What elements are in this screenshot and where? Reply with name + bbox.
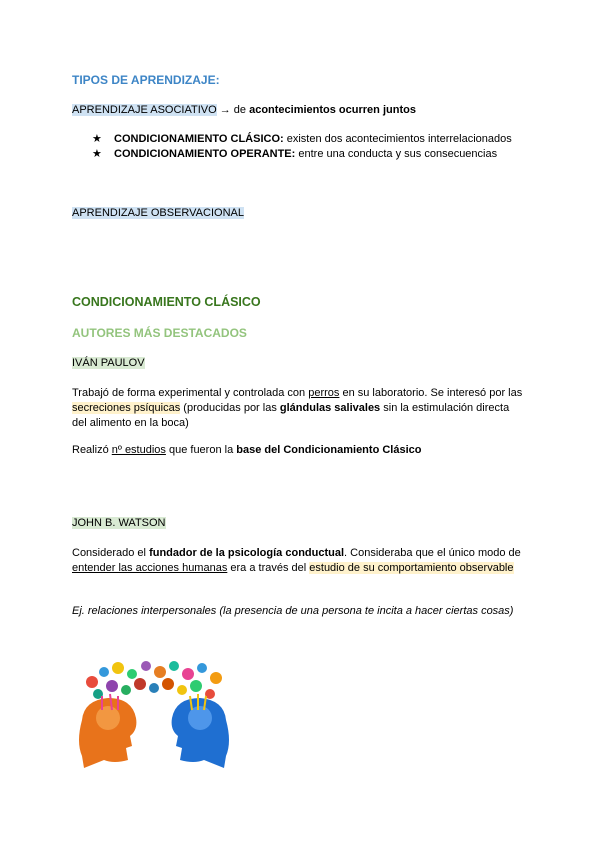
asociativo-line (72, 103, 416, 118)
text-run: que fueron la (165, 444, 237, 456)
asociativo-bold: acontecimientos ocurren juntos (249, 104, 416, 116)
bullet-operante-bold: CONDICIONAMIENTO OPERANTE: (114, 148, 296, 160)
text-run: Realizó (72, 444, 112, 456)
observacional-label: APRENDIZAJE OBSERVACIONAL (72, 207, 244, 219)
text-run: Trabajó de forma experimental y controlada con (72, 387, 309, 399)
example-line: Ej. relaciones interpersonales (la presencia de una persona te incita a hacer ciertas cosas) (72, 605, 514, 617)
bullet-list (92, 132, 512, 162)
glandulas-bold: glándulas salivales (279, 402, 381, 414)
text-run: en su laboratorio. Se interesó por las (339, 387, 523, 399)
text-run: era a través del (227, 562, 310, 574)
bullet-clasico-bold: CONDICIONAMIENTO CLÁSICO: (114, 133, 284, 145)
pavlov-name: IVÁN PAULOV (72, 357, 145, 369)
pavlov-paragraph (72, 386, 542, 431)
text-run: sin la estimulación directa (380, 402, 510, 414)
watson-paragraph (72, 546, 542, 576)
secreciones-highlight: secreciones psíquicas (72, 402, 181, 414)
text-run: Considerado el (72, 547, 150, 559)
bullet-operante (92, 147, 512, 162)
bullet-clasico-text: existen dos acontecimientos interrelacionados (283, 133, 512, 145)
clasico-heading: CONDICIONAMIENTO CLÁSICO (72, 295, 261, 309)
estudios-underline: nº estudios (111, 444, 166, 456)
perros-underline: perros (308, 387, 340, 399)
star-icon: ★ (92, 133, 102, 145)
text-run: (producidas por las (180, 402, 280, 414)
fundador-bold: fundador de la psicología conductual (149, 547, 345, 559)
pavlov-estudios (72, 443, 421, 458)
icon-cloud (86, 661, 222, 699)
watson-name-line (72, 516, 166, 531)
watson-name: JOHN B. WATSON (72, 517, 166, 529)
asociativo-label: APRENDIZAJE ASOCIATIVO (72, 104, 217, 116)
star-icon: ★ (92, 148, 102, 160)
pavlov-name-line (72, 356, 145, 371)
text-run: del alimento en la boca) (72, 417, 189, 429)
base-bold: base del Condicionamiento Clásico (236, 444, 422, 456)
bullet-clasico (92, 132, 512, 147)
observacional-line (72, 206, 244, 221)
bullet-operante-text: entre una conducta y sus consecuencias (295, 148, 498, 160)
estudio-highlight: estudio de su comportamiento observable (309, 562, 514, 574)
text-run: . Consideraba que el único modo de (344, 547, 521, 559)
two-heads-brain-icon (74, 660, 234, 768)
page-title: TIPOS DE APRENDIZAJE: (72, 73, 220, 87)
acciones-underline: entender las acciones humanas (72, 562, 228, 574)
autores-heading: AUTORES MÁS DESTACADOS (72, 326, 247, 340)
asociativo-arrow: → de (216, 104, 250, 116)
